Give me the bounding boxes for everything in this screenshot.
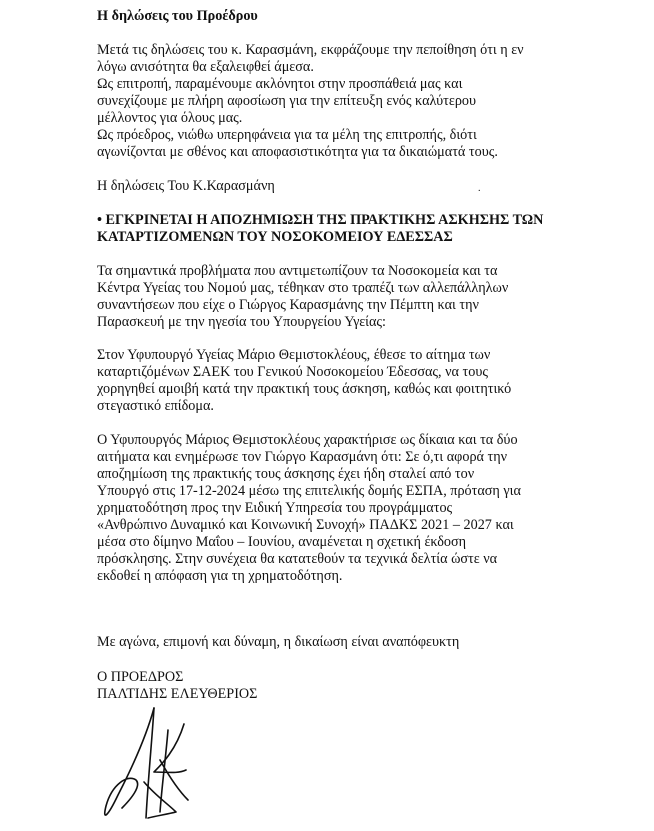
document-title: Η δηλώσεις του Προέδρου xyxy=(97,8,258,24)
text-line: Ως επιτροπή, παραμένουμε ακλόνητοι στην προσπάθειά μας και xyxy=(97,76,463,92)
text-line: Στον Υφυπουργό Υγείας Μάριο Θεμιστοκλέους, έθεσε το αίτημα των xyxy=(97,347,491,363)
text-line: χορηγηθεί αμοιβή κατά την πρακτική τους άσκηση, καθώς και φοιτητικό xyxy=(97,381,512,397)
text-line: πρόσκλησης. Στην συνέχεια θα κατατεθούν τα τεχνικά δελτία ώστε να xyxy=(97,551,498,567)
text-line: μέσα στο δίμηνο Μαΐου – Ιουνίου, αναμένεται η σχετική έκδοση xyxy=(97,534,467,550)
stray-dot: . xyxy=(478,183,481,194)
text-line: εκδοθεί η απόφαση για τη χρηματοδότηση. xyxy=(97,568,343,584)
karasmanis-heading: Η δηλώσεις Του Κ.Καρασμάνη xyxy=(97,178,275,194)
heading-line: ΚΑΤΑΡΤΙΖΟΜΕΝΩΝ ΤΟΥ ΝΟΣΟΚΟΜΕΙΟΥ ΕΔΕΣΣΑΣ xyxy=(97,229,453,245)
paragraph-deputy-minister-response xyxy=(97,432,521,585)
text-line: Τα σημαντικά προβλήματα που αντιμετωπίζουν τα Νοσοκομεία και τα xyxy=(97,263,498,279)
announcement-heading xyxy=(97,212,543,246)
intro-paragraph xyxy=(97,42,524,161)
text-line: στεγαστικό επίδομα. xyxy=(97,398,214,414)
heading-line: • ΕΓΚΡΙΝΕΤΑΙ Η ΑΠΟΖΗΜΙΩΣΗ ΤΗΣ ΠΡΑΚΤΙΚΗΣ ΑΣΚΗΣΗΣ ΤΩΝ xyxy=(97,212,544,228)
text-line: «Ανθρώπινο Δυναμικό και Κοινωνική Συνοχή» ΠΑΔΚΣ 2021 – 2027 και xyxy=(97,517,514,533)
signature-block xyxy=(97,669,257,703)
text-line: Παρασκευή με την ηγεσία του Υπουργείου Υγείας: xyxy=(97,314,386,330)
text-line: μέλλοντος για όλους μας. xyxy=(97,110,243,126)
text-line: Υπουργό στις 17-12-2024 μέσω της επιτελικής δομής ΕΣΠΑ, πρόταση για xyxy=(97,483,521,499)
text-line: Ο Υφυπουργός Μάριος Θεμιστοκλέους χαρακτήρισε ως δίκαια και τα δύο xyxy=(97,432,518,448)
text-line: χρηματοδότηση προς την Ειδική Υπηρεσία του προγράμματος xyxy=(97,500,453,516)
text-line: συναντήσεων που είχε ο Γιώργος Καρασμάνης την Πέμπτη και την xyxy=(97,297,479,313)
signatory-role: Ο ΠΡΟΕΔΡΟΣ xyxy=(97,669,184,685)
text-line: Μετά τις δηλώσεις του κ. Καρασμάνη, εκφράζουμε την πεποίθηση ότι η εν xyxy=(97,42,524,58)
text-line: συνεχίζουμε με πλήρη αφοσίωση για την επίτευξη ενός καλύτερου xyxy=(97,93,477,109)
text-line: αγωνίζονται με σθένος και αποφασιστικότητα για τα δικαιώματά τους. xyxy=(97,144,498,160)
paragraph-deputy-minister-request xyxy=(97,347,511,415)
signatory-name: ΠΑΛΤΙΔΗΣ ΕΛΕΥΘΕΡΙΟΣ xyxy=(97,686,258,702)
text-line: αποζημίωση της πρακτικής τους άσκησης έχει ήδη σταλεί από τον xyxy=(97,466,475,482)
text-line: Ως πρόεδρος, νιώθω υπερηφάνεια για τα μέλη της επιτροπής, διότι xyxy=(97,127,477,143)
paragraph-hospital-problems xyxy=(97,263,508,331)
closing-line: Με αγώνα, επιμονή και δύναμη, η δικαίωση είναι αναπόφευκτη xyxy=(97,634,460,650)
text-line: αιτήματα και ενημέρωσε τον Γιώργο Καρασμάνη ότι: Σε ό,τι αφορά την xyxy=(97,449,508,465)
text-line: λόγω ανισότητα θα εξαλειφθεί άμεσα. xyxy=(97,59,314,75)
text-line: Κέντρα Υγείας του Νομού μας, τέθηκαν στο τραπέζι των αλλεπάλληλων xyxy=(97,280,509,296)
handwritten-signature xyxy=(96,700,206,826)
text-line: καταρτιζόμένων ΣΑΕΚ του Γενικού Νοσοκομείου Έδεσσας, να τους xyxy=(97,364,488,380)
